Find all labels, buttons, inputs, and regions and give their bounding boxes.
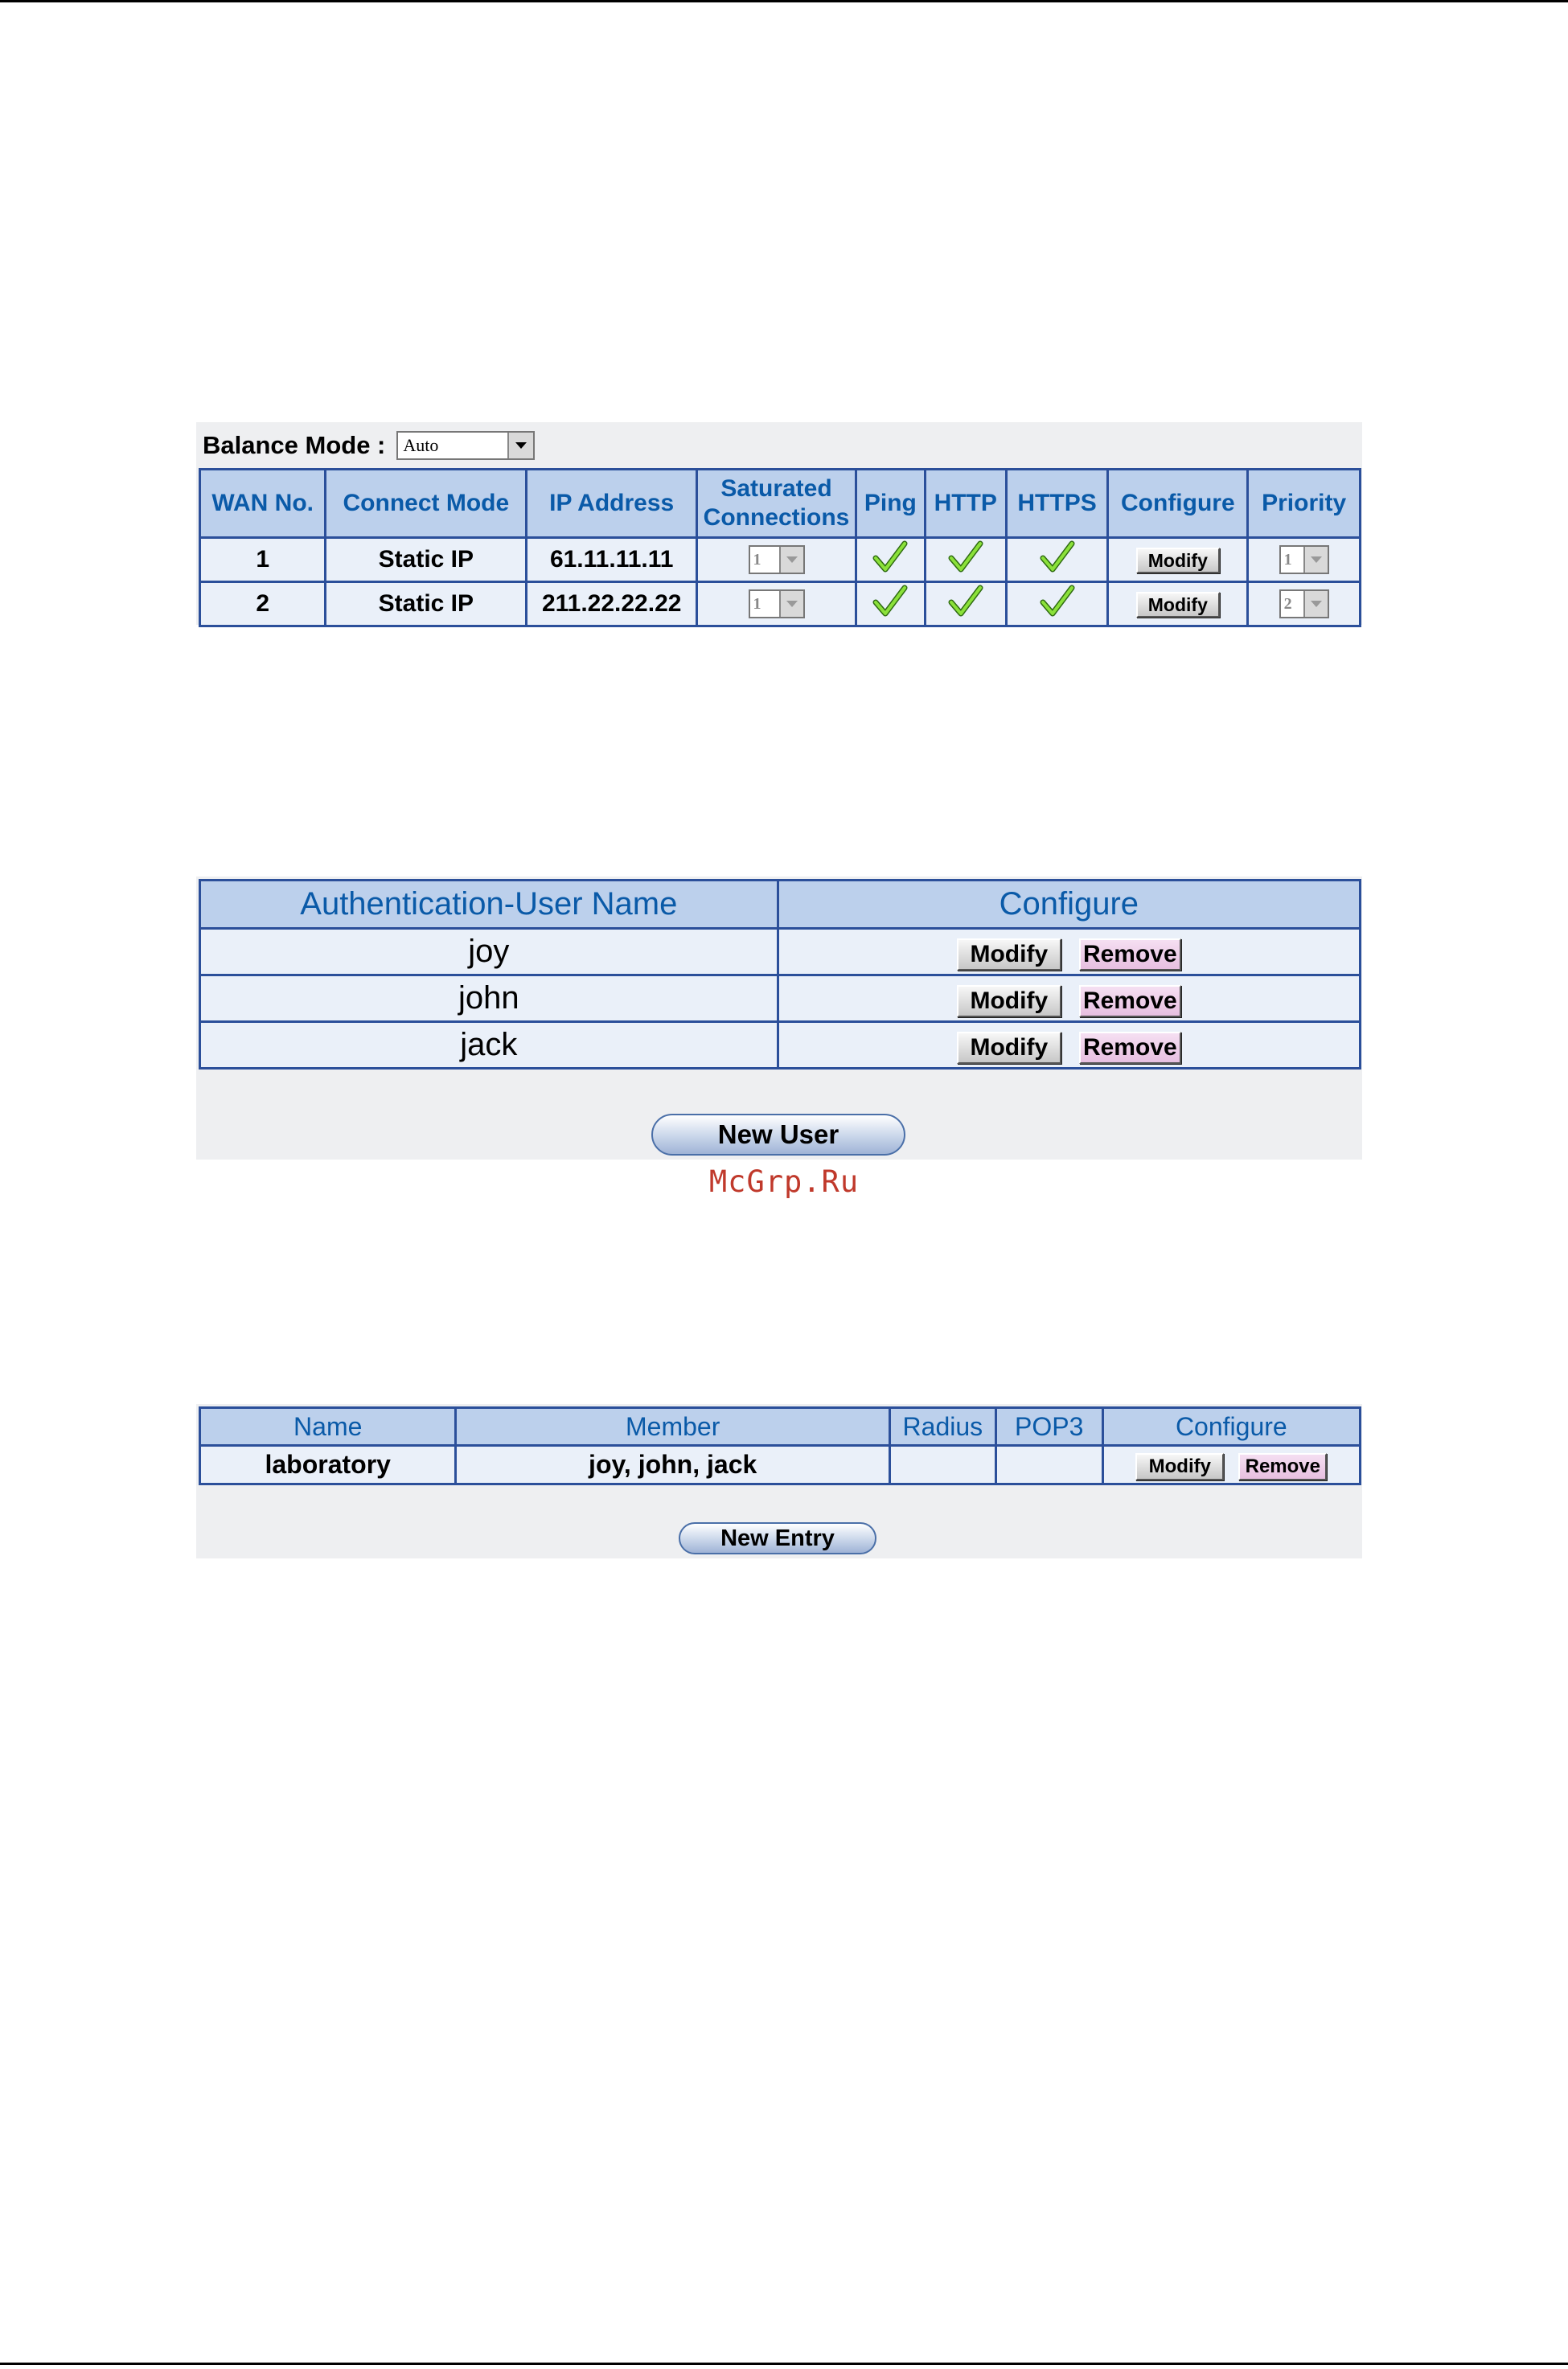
ip-address-cell: 61.11.11.11: [527, 538, 697, 582]
col-header-pop3: POP3: [995, 1408, 1102, 1446]
balance-mode-label: Balance Mode :: [203, 431, 386, 459]
group-name-cell: laboratory: [200, 1446, 456, 1484]
chevron-down-icon: [779, 591, 803, 617]
saturated-cell: [697, 582, 856, 626]
checkmark-icon: [948, 585, 983, 623]
checkmark-icon: [872, 585, 908, 623]
chevron-down-icon: [507, 433, 533, 458]
modify-button[interactable]: Modify: [957, 1032, 1061, 1064]
group-table-header-row: [200, 1408, 1361, 1446]
auth-group-table: [199, 1406, 1361, 1485]
auth-table-header-row: [200, 881, 1361, 929]
col-header-saturated-connections: [697, 470, 856, 538]
ip-address-cell: 211.22.22.22: [527, 582, 697, 626]
remove-button[interactable]: Remove: [1238, 1453, 1327, 1480]
bottom-page-rule: [0, 2363, 1568, 2365]
modify-button[interactable]: Modify: [1136, 592, 1220, 618]
wan-no-cell: 2: [200, 582, 326, 626]
col-header-ping: Ping: [856, 470, 925, 538]
priority-value: 1: [1283, 550, 1292, 569]
modify-button[interactable]: Modify: [957, 938, 1061, 971]
saturated-header-line2: Connections: [703, 504, 850, 531]
configure-cell: [778, 1022, 1360, 1069]
new-user-button[interactable]: New User: [651, 1114, 905, 1156]
col-header-radius: Radius: [889, 1408, 995, 1446]
col-header-configure: Configure: [1108, 470, 1248, 538]
col-header-connect-mode: Connect Mode: [326, 470, 527, 538]
group-pop3-cell: [995, 1446, 1102, 1484]
auth-users-panel: [196, 877, 1362, 1160]
wan-load-balance-panel: [196, 422, 1362, 625]
priority-cell: [1248, 538, 1361, 582]
group-member-cell: joy, john, jack: [456, 1446, 889, 1484]
https-cell: [1006, 538, 1108, 582]
checkmark-icon: [1040, 540, 1075, 579]
modify-button[interactable]: Modify: [957, 985, 1061, 1017]
saturated-cell: [697, 538, 856, 582]
wan-table-header-row: [200, 470, 1361, 538]
col-header-ip-address: IP Address: [527, 470, 697, 538]
user-name-cell: joy: [200, 929, 778, 975]
configure-cell: [1108, 538, 1248, 582]
col-header-user-name: Authentication-User Name: [200, 881, 778, 929]
priority-cell: [1248, 582, 1361, 626]
remove-button[interactable]: Remove: [1079, 985, 1181, 1017]
balance-mode-row: [203, 429, 535, 462]
col-header-member: Member: [456, 1408, 889, 1446]
checkmark-icon: [1040, 585, 1075, 623]
group-row: [200, 1446, 1361, 1484]
group-radius-cell: [889, 1446, 995, 1484]
col-header-https: HTTPS: [1006, 470, 1108, 538]
user-name-cell: john: [200, 975, 778, 1022]
modify-button[interactable]: Modify: [1135, 1453, 1224, 1480]
saturated-connections-select[interactable]: [749, 589, 805, 618]
wan-no-cell: 1: [200, 538, 326, 582]
ping-cell: [856, 582, 925, 626]
wan-table: [199, 468, 1361, 627]
remove-button[interactable]: Remove: [1079, 938, 1181, 971]
saturated-value: 1: [753, 550, 761, 569]
auth-user-row: [200, 929, 1361, 975]
saturated-connections-select[interactable]: [749, 545, 805, 574]
checkmark-icon: [948, 540, 983, 579]
modify-button[interactable]: Modify: [1136, 548, 1220, 573]
configure-cell: [778, 975, 1360, 1022]
wan-row: [200, 538, 1361, 582]
col-header-wan-no: WAN No.: [200, 470, 326, 538]
chevron-down-icon: [1303, 591, 1328, 617]
wan-row: [200, 582, 1361, 626]
priority-select[interactable]: [1279, 589, 1329, 618]
auth-user-table: [199, 879, 1361, 1070]
new-entry-button[interactable]: New Entry: [679, 1522, 876, 1554]
http-cell: [925, 538, 1006, 582]
priority-select[interactable]: [1279, 545, 1329, 574]
chevron-down-icon: [1303, 547, 1328, 573]
http-cell: [925, 582, 1006, 626]
col-header-name: Name: [200, 1408, 456, 1446]
top-page-rule: [0, 0, 1568, 2]
balance-mode-select[interactable]: [396, 431, 535, 460]
configure-cell: [1108, 582, 1248, 626]
col-header-http: HTTP: [925, 470, 1006, 538]
saturated-header-line1: Saturated: [720, 475, 832, 502]
col-header-configure: Configure: [778, 881, 1360, 929]
user-name-cell: jack: [200, 1022, 778, 1069]
col-header-priority: Priority: [1248, 470, 1361, 538]
priority-value: 2: [1283, 594, 1292, 613]
https-cell: [1006, 582, 1108, 626]
connect-mode-cell: Static IP: [326, 582, 527, 626]
configure-cell: [1102, 1446, 1360, 1484]
auth-user-row: [200, 1022, 1361, 1069]
auth-group-panel: [196, 1404, 1362, 1558]
col-header-configure: Configure: [1102, 1408, 1360, 1446]
connect-mode-cell: Static IP: [326, 538, 527, 582]
configure-cell: [778, 929, 1360, 975]
saturated-value: 1: [753, 594, 761, 613]
ping-cell: [856, 538, 925, 582]
balance-mode-value: Auto: [403, 435, 439, 455]
remove-button[interactable]: Remove: [1079, 1032, 1181, 1064]
watermark-text: McGrp.Ru: [708, 1164, 860, 1199]
checkmark-icon: [872, 540, 908, 579]
auth-user-row: [200, 975, 1361, 1022]
chevron-down-icon: [779, 547, 803, 573]
